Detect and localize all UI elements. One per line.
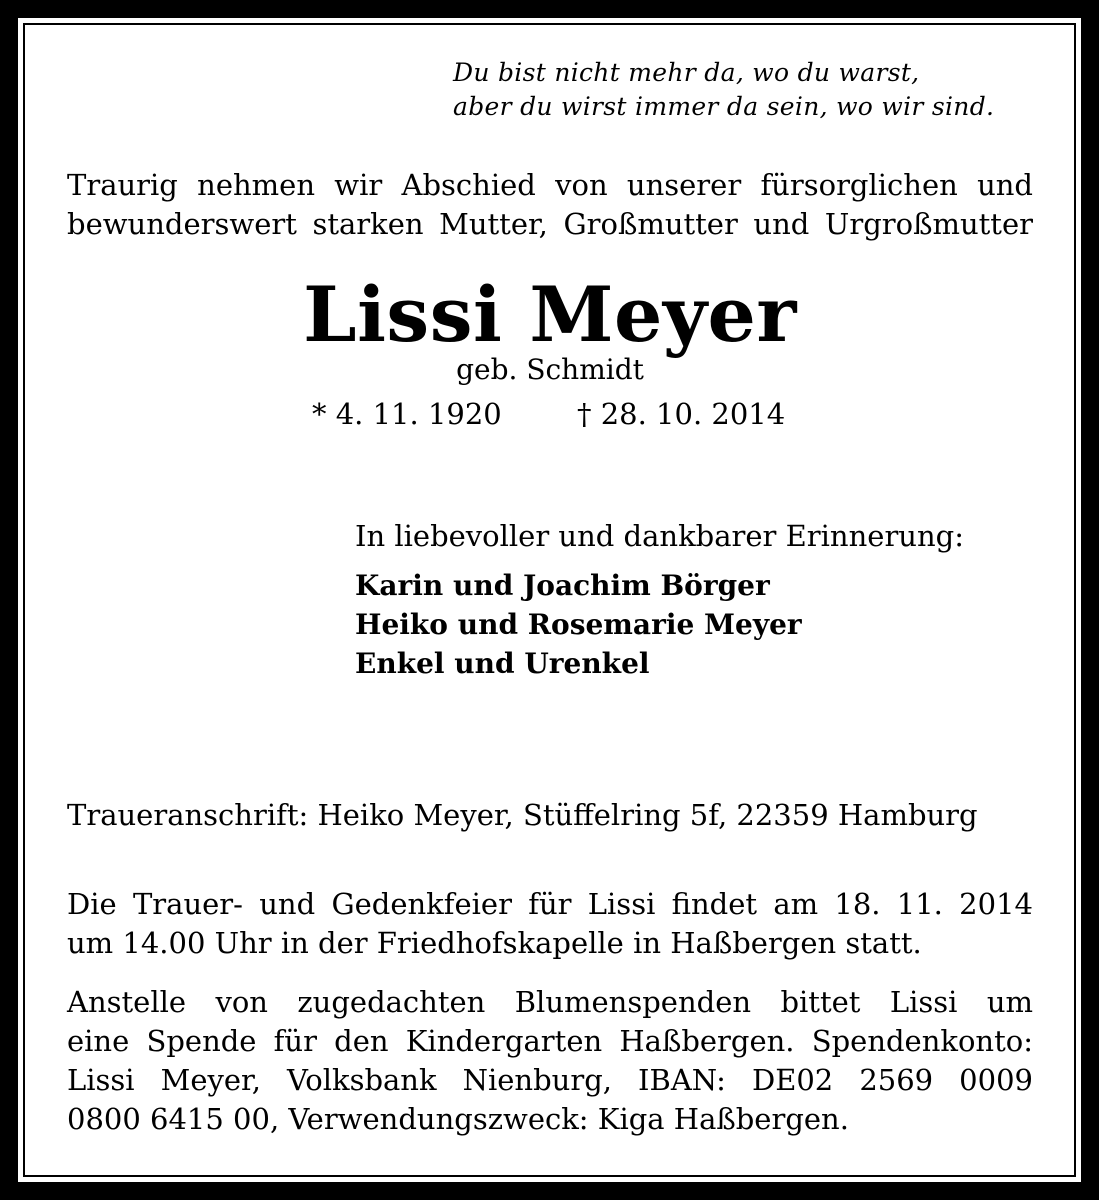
obituary-notice — [67, 0, 1033, 1200]
birth-date: * 4. 11. 1920 — [312, 397, 502, 431]
motto-quote — [453, 56, 1033, 124]
intro-line-1: Traurig nehmen wir Abschied von unserer fürsorglichen und — [67, 168, 1033, 202]
donation-line-1: Anstelle von zugedachten Blumenspenden bittet Lissi um — [67, 985, 1033, 1019]
donation-line-3: Lissi Meyer, Volksbank Nienburg, IBAN: DE02 2569 0009 — [67, 1063, 1033, 1097]
mourning-address: Traueranschrift: Heiko Meyer, Stüffelring 5f, 22359 Hamburg — [67, 798, 978, 832]
ceremony-info — [67, 885, 1033, 963]
intro-text — [67, 166, 1033, 244]
maiden-name: geb. Schmidt — [456, 353, 644, 386]
motto-line-1: Du bist nicht mehr da, wo du warst, — [453, 58, 920, 87]
mourner-item: Karin und Joachim Börger — [355, 569, 770, 602]
ceremony-line-1: Die Trauer- und Gedenkfeier für Lissi findet am 18. 11. 2014 — [67, 887, 1033, 921]
mourner-item: Heiko und Rosemarie Meyer — [355, 608, 802, 641]
deceased-name: Lissi Meyer — [303, 270, 797, 359]
donation-info — [67, 983, 1033, 1139]
donation-line-2: eine Spende für den Kindergarten Haßbergen. Spendenkonto: — [67, 1024, 1033, 1058]
ceremony-line-2: um 14.00 Uhr in der Friedhofskapelle in Haßbergen statt. — [67, 926, 922, 960]
intro-line-2: bewunderswert starken Mutter, Großmutter und Urgroßmutter — [67, 207, 1033, 241]
memory-heading: In liebevoller und dankbarer Erinnerung: — [355, 519, 964, 553]
donation-line-4: 0800 6415 00, Verwendungszweck: Kiga Haßbergen. — [67, 1102, 849, 1136]
motto-line-2: aber du wirst immer da sein, wo wir sind. — [453, 92, 995, 121]
mourner-item: Enkel und Urenkel — [355, 647, 650, 680]
death-date: † 28. 10. 2014 — [577, 397, 786, 431]
mourners-list — [355, 566, 1035, 683]
